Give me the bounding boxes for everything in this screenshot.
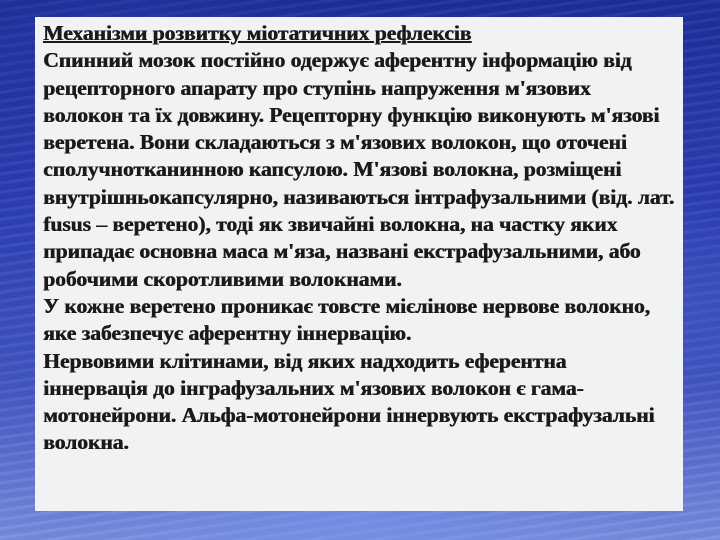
paragraph-muscle-spindles: Спинний мозок постійно одержує аферентну інформацію від рецепторного апарату про ступінь напруження м'язових волокон та їх довжину. Рецепторну функцію виконують м'язові веретена. Вони складаються з м'язових волокон, що оточені сполучнотканинною капсулою. М'язові волокна, розміщені внутрішньокапсулярно, називаються інтрафузальними (від. лат. fusus – веретено), тоді як звичайні волокна, на частку яких припадає основна маса м'яза, названі екстрафузальними, або робочими скоротливими волокнами. [43,48,675,291]
paragraph-afferent-innervation: У кожне веретено проникає товсте мієлінове нервове волокно, яке забезпечує аферентну іннервацію. [43,293,650,346]
slide-content-panel [35,17,683,511]
paragraph-efferent-innervation: Нервовими клітинами, від яких надходить еферентна іннервація до інграфузальних м'язових волокон є гама-мотонейрони. Альфа-мотонейрони іннервують екстрафузальні волокна. [43,348,655,455]
slide-title: Механізми розвитку міотатичних рефлексів [43,21,472,45]
slide-text-body [43,20,675,457]
